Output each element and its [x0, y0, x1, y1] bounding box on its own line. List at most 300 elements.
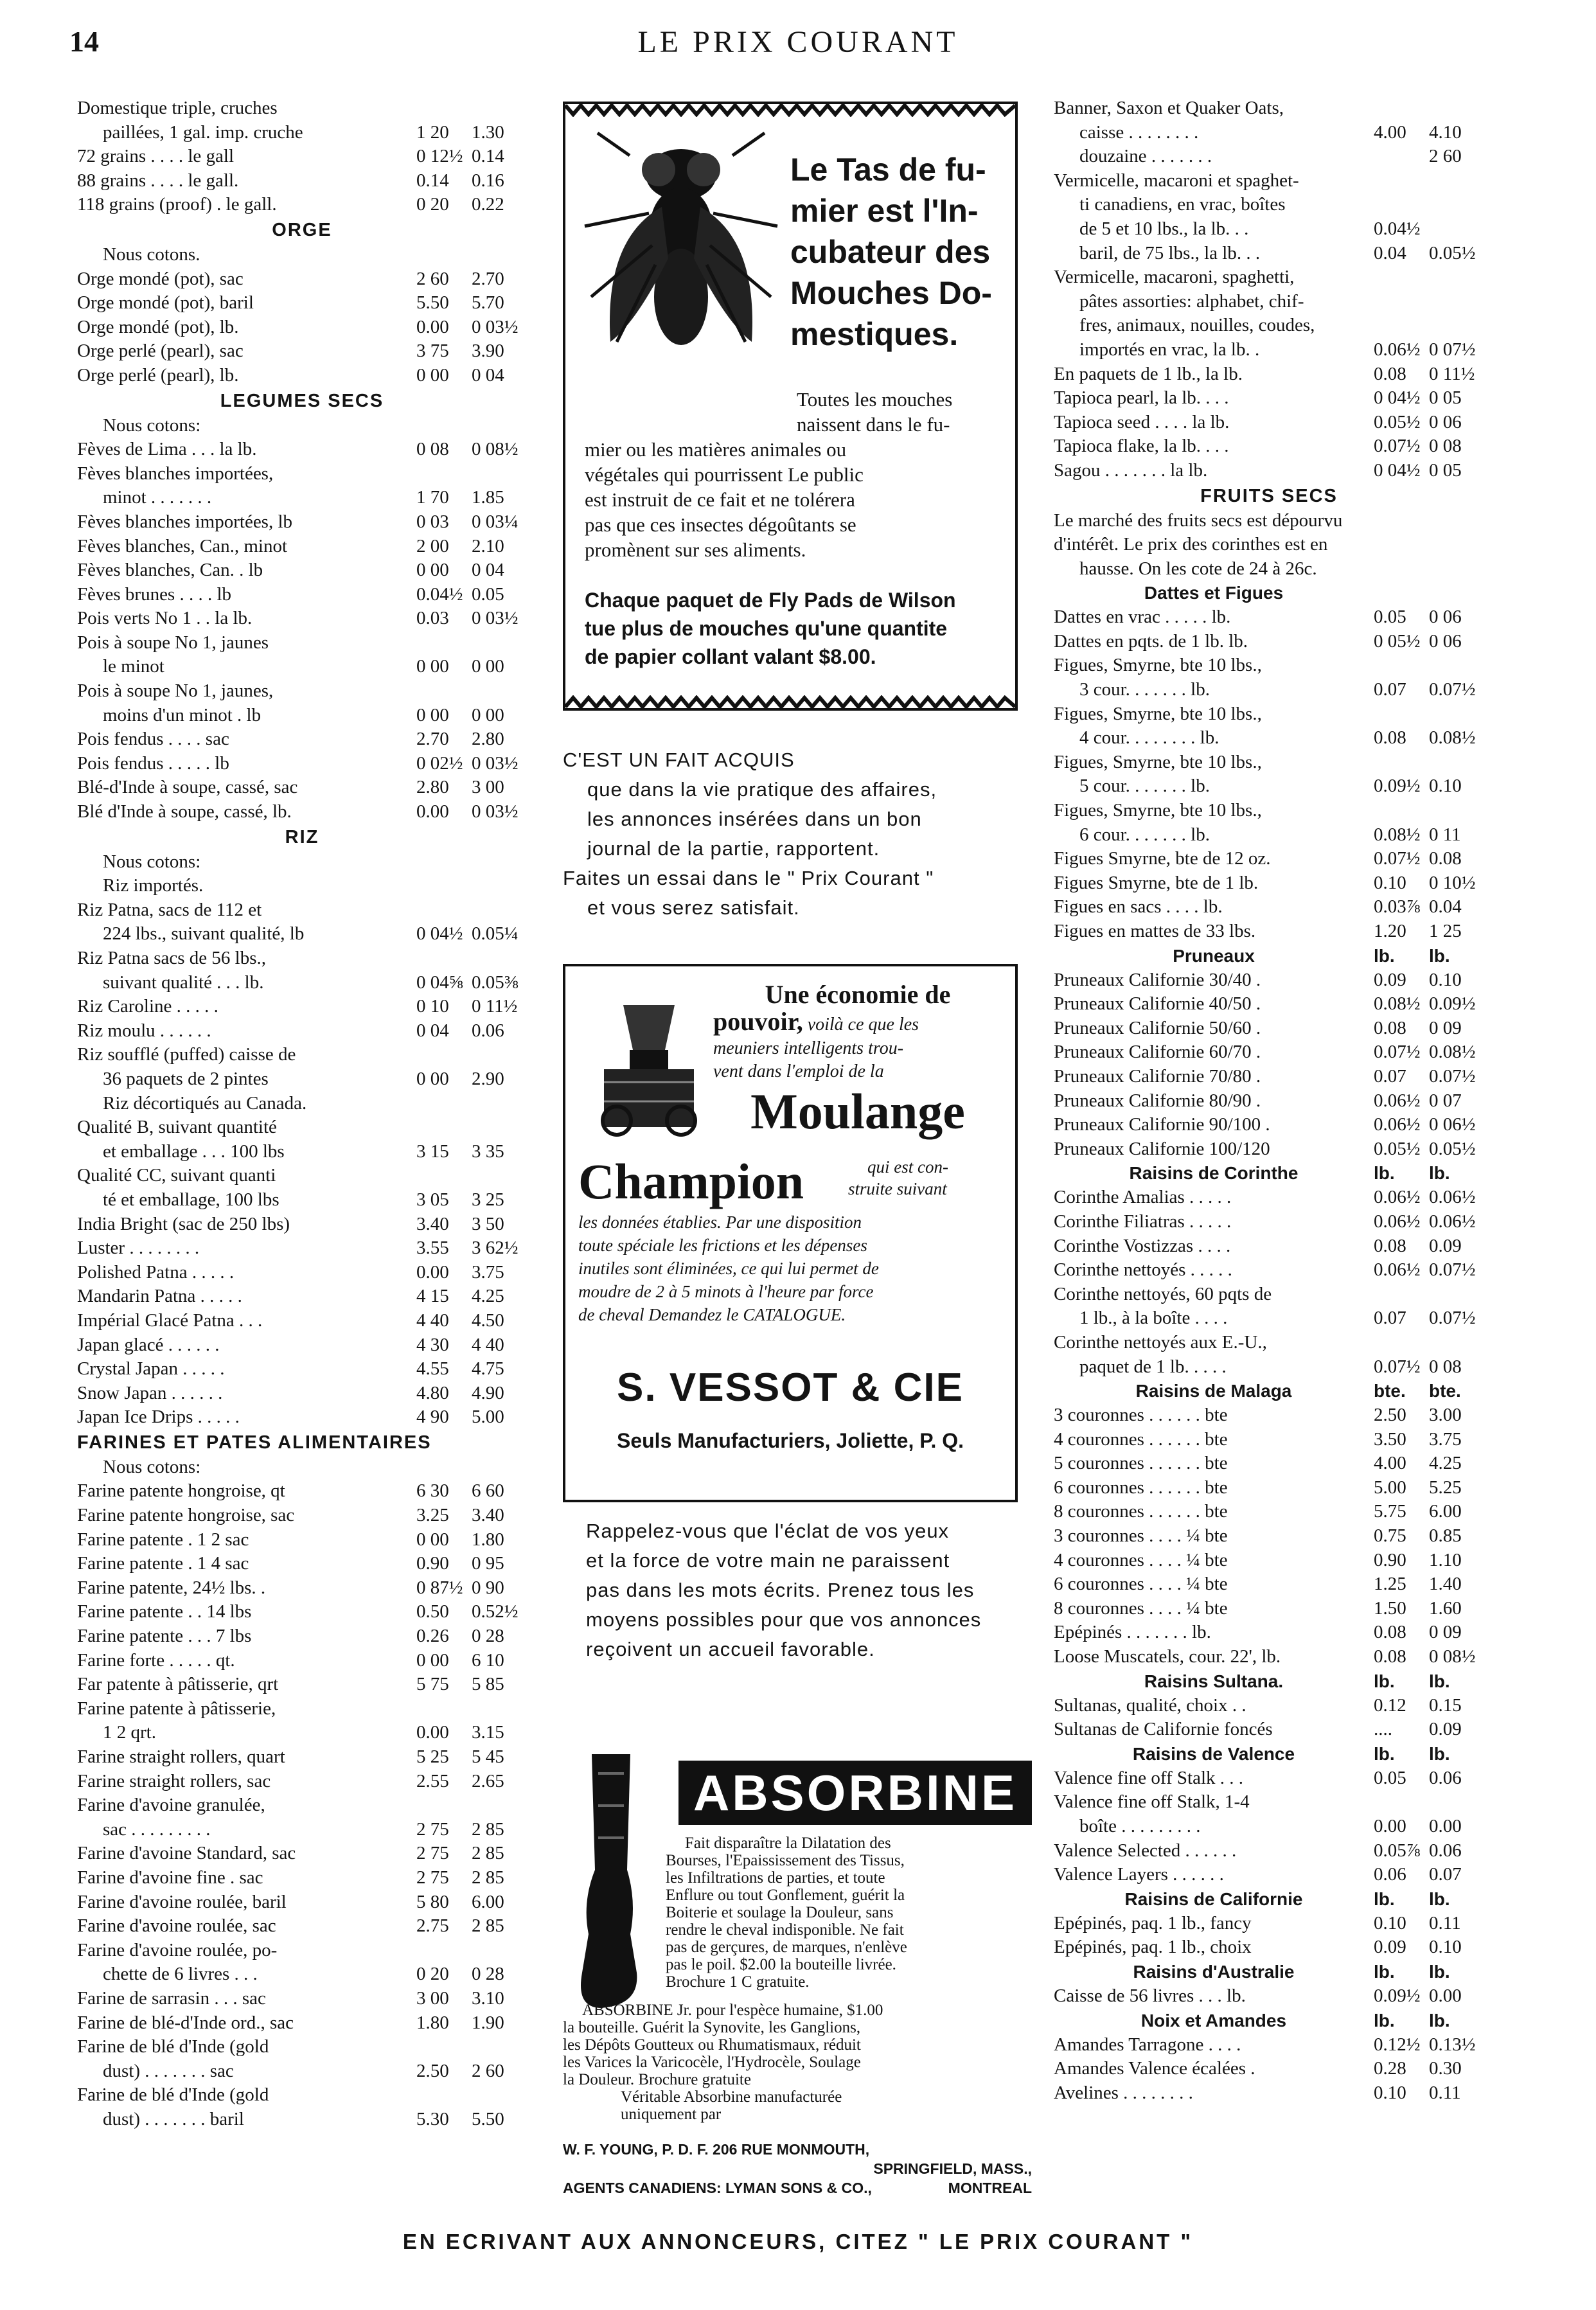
price-min: 0.08½ — [1374, 824, 1421, 845]
price-min: 0.08 — [1374, 1622, 1406, 1643]
price-max: 0.05¼ — [472, 923, 519, 945]
price-min: 0.05 — [1374, 607, 1406, 628]
price-row — [77, 1067, 527, 1092]
price-row — [1054, 1549, 1484, 1573]
price-row — [1054, 1572, 1484, 1597]
price-row — [1054, 1790, 1484, 1815]
price-min: 0.10 — [1374, 2082, 1406, 2103]
price-row — [1054, 1524, 1484, 1549]
price-min: 0.00 — [416, 1261, 449, 1283]
item-label: 4 couronnes . . . . . . bte — [1054, 1428, 1228, 1450]
price-min: 0.06½ — [1374, 1114, 1421, 1135]
price-max: 1.60 — [1429, 1597, 1462, 1619]
price-row — [77, 1188, 527, 1213]
item-label: Blé-d'Inde à soupe, cassé, sac — [77, 777, 298, 798]
item-label: paquet de 1 lb. . . . . — [1079, 1356, 1227, 1377]
price-min: 0 03 — [416, 511, 449, 532]
price-max: 0 05 — [1429, 459, 1462, 481]
note-text: Nous cotons. — [103, 244, 200, 265]
price-max: 0 11 — [1429, 824, 1461, 845]
item-label: Tapioca flake, la lb. . . . — [1054, 436, 1229, 457]
price-max: 0.52½ — [472, 1601, 519, 1622]
price-max: 1.90 — [472, 2012, 504, 2033]
mill-machine-icon — [585, 992, 713, 1140]
item-label: Farine d'avoine roulée, baril — [77, 1891, 287, 1912]
price-min: 0 00 — [416, 656, 449, 677]
headline-line: Mouches Do- — [790, 275, 992, 311]
price-max: 0 03½ — [472, 316, 519, 337]
price-min: 0.07½ — [1374, 848, 1421, 869]
price-max: 1.30 — [472, 121, 504, 143]
item-label: 6 couronnes . . . . . . bte — [1054, 1477, 1228, 1498]
price-row — [1054, 338, 1484, 362]
price-min: 0 02½ — [416, 752, 463, 774]
price-row — [77, 1164, 527, 1188]
item-label: Corinthe nettoyés . . . . . — [1054, 1259, 1232, 1281]
price-row — [1054, 1621, 1484, 1645]
price-max: 2 85 — [472, 1818, 504, 1840]
unit-max: lb. — [1429, 1961, 1450, 1982]
price-row — [1054, 726, 1484, 751]
item-label: Fèves blanches importées, — [77, 463, 274, 484]
price-row — [1054, 1210, 1484, 1234]
price-max: 0.05⅜ — [472, 972, 519, 993]
price-min: 0.03⅞ — [1374, 896, 1421, 918]
price-row — [77, 1673, 527, 1697]
price-min: 0.08 — [1374, 1646, 1406, 1667]
price-row — [77, 1842, 527, 1866]
price-row — [77, 607, 527, 631]
price-max: 0.00 — [1429, 1985, 1462, 2006]
price-min: 0.08 — [1374, 1017, 1406, 1038]
price-row — [77, 1793, 527, 1818]
item-label: Corinthe nettoyés aux E.-U., — [1054, 1331, 1267, 1353]
price-max: 0.11 — [1429, 2082, 1461, 2103]
price-max: 2 85 — [472, 1915, 504, 1937]
item-label: Japan Ice Drips . . . . . — [77, 1407, 240, 1428]
price-row — [77, 2108, 527, 2132]
mill-ad-italic: meuniers intelligents trou- — [713, 1038, 904, 1058]
price-min: 0 10 — [416, 996, 449, 1017]
item-label: Riz moulu . . . . . . — [77, 1020, 211, 1041]
item-label: Figues Smyrne, bte de 12 oz. — [1054, 848, 1271, 869]
mill-ad-desc: de cheval Demandez le CATALOGUE. — [578, 1305, 846, 1324]
item-label: Blé d'Inde à soupe, cassé, lb. — [77, 801, 292, 822]
price-row — [77, 1284, 527, 1309]
item-label: Riz Caroline . . . . . — [77, 996, 218, 1017]
price-max: 0.14 — [472, 146, 504, 167]
price-row — [1054, 1476, 1484, 1500]
item-label: 6 couronnes . . . . ¼ bte — [1054, 1574, 1228, 1595]
item-label: importés en vrac, la lb. . — [1079, 339, 1260, 360]
price-max: 0 10½ — [1429, 872, 1476, 893]
price-row — [1054, 653, 1484, 678]
price-min: 3 00 — [416, 1987, 449, 2009]
price-row — [77, 169, 527, 193]
subsection-title: Raisins Sultana. — [1144, 1671, 1284, 1691]
body-line: pas que ces insectes dégoûtants se — [585, 513, 856, 536]
price-min: 0.00 — [416, 801, 449, 822]
price-min: 0.10 — [1374, 1912, 1406, 1933]
item-label: dust) . . . . . . . baril — [103, 2108, 244, 2129]
price-row — [77, 704, 527, 728]
item-label: Pois verts No 1 . . la lb. — [77, 608, 253, 629]
absorbine-jr-text: les Varices la Varicocèle, l'Hydrocèle, Soulage — [563, 2054, 861, 2071]
price-max: 6.00 — [1429, 1501, 1462, 1522]
price-min: 0.04½ — [416, 583, 463, 605]
section-note — [77, 1455, 527, 1480]
subsection-heading — [1054, 1887, 1484, 1912]
right-price-column — [1054, 96, 1484, 2105]
item-label: baril, de 75 lbs., la lb. . . — [1079, 242, 1261, 263]
price-max: 0.06 — [1429, 1767, 1462, 1788]
price-min: 0.05 — [1374, 1767, 1406, 1788]
body-line: mier ou les matières animales ou — [585, 438, 847, 461]
price-max: 0 03½ — [472, 752, 519, 774]
price-min: 0.12½ — [1374, 2034, 1421, 2055]
price-min: 5 25 — [416, 1746, 449, 1767]
price-max: 0 07 — [1429, 1090, 1462, 1111]
item-label: Corinthe Amalias . . . . . — [1054, 1187, 1232, 1208]
price-row — [77, 1697, 527, 1721]
body-line: végétales qui pourrissent Le public — [585, 463, 864, 486]
price-row — [77, 462, 527, 486]
price-max: 3 35 — [472, 1141, 504, 1162]
price-min: 0.06½ — [1374, 1259, 1421, 1281]
price-row — [1054, 121, 1484, 145]
section-heading: RIZ — [285, 826, 319, 848]
absorbine-jr-text: les Dépôts Goutteux ou Rhumatismaux, réduit — [563, 2036, 861, 2054]
price-max: 0.07½ — [1429, 1308, 1476, 1329]
subsection-title: Raisins de Corinthe — [1129, 1163, 1299, 1184]
price-row — [1054, 1500, 1484, 1524]
item-label: té et emballage, 100 lbs — [103, 1189, 279, 1210]
price-min: 0.14 — [416, 170, 449, 191]
price-max: 0.15 — [1429, 1694, 1462, 1716]
headline-line: cubateur des — [790, 234, 991, 270]
item-label: Loose Muscatels, cour. 22', lb. — [1054, 1646, 1281, 1667]
item-label: Banner, Saxon et Quaker Oats, — [1054, 98, 1284, 118]
price-max: 3 62½ — [472, 1238, 519, 1259]
price-row — [77, 1504, 527, 1528]
item-label: Sultanas de Californie foncés — [1054, 1719, 1273, 1740]
item-label: Fèves blanches, Can., minot — [77, 535, 288, 556]
item-label: Corinthe nettoyés, 60 pqts de — [1054, 1283, 1272, 1304]
item-label: Corinthe Filiatras . . . . . — [1054, 1211, 1232, 1232]
price-row — [77, 1600, 527, 1624]
price-row — [77, 1890, 527, 1915]
item-label: Tapioca seed . . . . la lb. — [1054, 411, 1230, 432]
item-label: ti canadiens, en vrac, boîtes — [1079, 194, 1286, 215]
price-row — [1054, 1258, 1484, 1283]
mill-company-sub: Seuls Manufacturiers, Joliette, P. Q. — [616, 1429, 964, 1452]
claim-line: tue plus de mouches qu'une quantite — [585, 617, 948, 640]
item-label: Riz Patna sacs de 56 lbs., — [77, 948, 266, 968]
price-row — [77, 1357, 527, 1382]
price-min: 0.90 — [416, 1553, 449, 1574]
claim-line: de papier collant valant $8.00. — [585, 645, 876, 668]
price-row — [1054, 1089, 1484, 1114]
item-label: Impérial Glacé Patna . . . — [77, 1310, 263, 1331]
mill-ad-line1: Une économie de — [765, 980, 951, 1009]
item-label: Figues en mattes de 33 lbs. — [1054, 921, 1256, 941]
price-min: 3.50 — [1374, 1428, 1406, 1450]
price-row — [1054, 1283, 1484, 1307]
price-row — [77, 193, 527, 217]
price-max: 3.75 — [472, 1261, 504, 1283]
price-min: 0.05⅞ — [1374, 1840, 1421, 1861]
absorbine-maker-text: Véritable Absorbine manufacturée — [621, 2088, 842, 2106]
absorbine-address: W. F. YOUNG, P. D. F. 206 RUE MONMOUTH, — [563, 2141, 870, 2158]
price-min: 0.09 — [1374, 969, 1406, 990]
price-min: 0 04 — [416, 1020, 449, 1041]
price-row — [1054, 557, 1484, 582]
rappel-line: pas dans les mots écrits. Prenez tous les — [586, 1579, 975, 1601]
item-label: d'intérêt. Le prix des corinthes est en — [1054, 534, 1328, 555]
price-max: 0 08 — [1429, 1356, 1462, 1377]
item-label: 6 cour. . . . . . . lb. — [1079, 824, 1210, 845]
price-min: 0 04½ — [1374, 387, 1421, 409]
price-max: 5.70 — [472, 292, 504, 314]
price-row — [77, 121, 527, 145]
item-label: 5 cour. . . . . . . lb. — [1079, 776, 1210, 797]
price-min: 0.09½ — [1374, 776, 1421, 797]
item-label: Orge mondé (pot), sac — [77, 268, 244, 289]
section-note — [77, 1092, 527, 1116]
price-min: 2 75 — [416, 1867, 449, 1888]
price-max: 0.08½ — [1429, 1042, 1476, 1063]
note-text: Nous cotons: — [103, 851, 201, 872]
price-min: 0.12 — [1374, 1694, 1406, 1716]
price-max: 0.09 — [1429, 1719, 1462, 1740]
price-row — [1054, 823, 1484, 848]
price-min: 0.08 — [1374, 363, 1406, 384]
subsection-heading — [1054, 1379, 1484, 1403]
price-min: 4.80 — [416, 1382, 449, 1403]
item-label: Vermicelle, macaroni, spaghetti, — [1054, 267, 1295, 288]
subsection-heading — [1054, 581, 1484, 605]
price-max: 0.07½ — [1429, 1065, 1476, 1087]
item-label: Valence fine off Stalk . . . — [1054, 1767, 1244, 1788]
item-label: Dattes en vrac . . . . . lb. — [1054, 607, 1231, 628]
price-row — [77, 995, 527, 1019]
price-min: 2.80 — [416, 777, 449, 798]
price-min: 0.06 — [1374, 1864, 1406, 1885]
item-label: Pruneaux Californie 90/100 . — [1054, 1114, 1270, 1135]
price-max: 2 60 — [472, 2060, 504, 2081]
price-max: 0.16 — [472, 170, 504, 191]
section-note — [77, 874, 527, 898]
absorbine-address: SPRINGFIELD, MASS., — [873, 2160, 1032, 2177]
price-row — [1054, 290, 1484, 314]
price-max: 0 95 — [472, 1553, 504, 1574]
price-max: 0 03¼ — [472, 511, 519, 532]
price-max: 3.00 — [1429, 1405, 1462, 1426]
price-min: 4 40 — [416, 1310, 449, 1331]
item-label: Pruneaux Californie 100/120 — [1054, 1138, 1270, 1159]
price-max: 0.10 — [1429, 969, 1462, 990]
price-row — [77, 800, 527, 824]
price-min: 2.55 — [416, 1770, 449, 1791]
price-row — [1054, 992, 1484, 1017]
price-row — [77, 438, 527, 462]
price-min: 0.07 — [1374, 679, 1406, 700]
price-row — [77, 1987, 527, 2011]
price-row — [77, 1818, 527, 1842]
item-label: sac . . . . . . . . . — [103, 1818, 211, 1840]
item-label: Valence Layers . . . . . . — [1054, 1864, 1224, 1885]
item-label: Figues, Smyrne, bte 10 lbs., — [1054, 655, 1262, 676]
mill-brand-champion: Champion — [578, 1153, 804, 1209]
item-label: Epépinés . . . . . . . lb. — [1054, 1622, 1211, 1643]
absorbine-text: pas le poil. $2.00 la bouteille livrée. — [666, 1956, 896, 1973]
price-min: 0.06½ — [1374, 1211, 1421, 1232]
page-footer: EN ECRIVANT AUX ANNONCEURS, CITEZ " LE PRIX COURANT " — [402, 2230, 1194, 2253]
price-max: 0.06½ — [1429, 1211, 1476, 1232]
price-min: 3.40 — [416, 1213, 449, 1234]
price-min: 5.50 — [416, 292, 449, 314]
body-line: promènent sur ses aliments. — [585, 538, 806, 561]
price-row — [1054, 1645, 1484, 1669]
price-max: 4.25 — [1429, 1453, 1462, 1474]
price-row — [77, 922, 527, 946]
unit-min: lb. — [1374, 1888, 1395, 1909]
price-max: 0.06½ — [1429, 1187, 1476, 1208]
unit-min: lb. — [1374, 2010, 1395, 2030]
price-min: 5.00 — [1374, 1477, 1406, 1498]
price-max: 0.09½ — [1429, 993, 1476, 1015]
notice-line: journal de la partie, rapportent. — [587, 837, 880, 860]
price-row — [1054, 2057, 1484, 2081]
item-label: Tapioca pearl, la lb. . . . — [1054, 387, 1229, 409]
price-row — [77, 1043, 527, 1067]
mill-brand-moulange: Moulange — [750, 1083, 965, 1139]
price-row — [77, 486, 527, 510]
price-min: 0.07½ — [1374, 436, 1421, 457]
price-row — [1054, 145, 1484, 169]
absorbine-agents-city: MONTREAL — [948, 2180, 1032, 2196]
item-label: et emballage . . . 100 lbs — [103, 1141, 285, 1162]
item-label: 3 cour. . . . . . . lb. — [1079, 679, 1210, 700]
item-label: En paquets de 1 lb., la lb. — [1054, 363, 1243, 384]
price-row — [77, 946, 527, 971]
price-row — [77, 1405, 527, 1430]
price-min: 0 04⅝ — [416, 972, 463, 993]
price-row — [77, 971, 527, 995]
price-min: 2.70 — [416, 729, 449, 750]
price-row — [1054, 1694, 1484, 1718]
item-label: Riz Patna, sacs de 112 et — [77, 899, 262, 920]
price-min: 0 12½ — [416, 146, 463, 167]
price-min: 0.00 — [1374, 1816, 1406, 1836]
price-row — [77, 898, 527, 923]
price-max: 3 50 — [472, 1213, 504, 1234]
item-label: Pruneaux Californie 70/80 . — [1054, 1065, 1261, 1087]
price-row — [1054, 1355, 1484, 1380]
price-row — [1054, 847, 1484, 871]
page-number: 14 — [69, 25, 99, 58]
price-max: 6.00 — [472, 1891, 504, 1912]
zigzag-border-bottom — [565, 695, 1015, 709]
absorbine-text: Brochure 1 C gratuite. — [666, 1973, 810, 1991]
item-label: Pois à soupe No 1, jaunes, — [77, 680, 274, 702]
section-note — [77, 243, 527, 267]
price-min: 4.00 — [1374, 121, 1406, 143]
unit-min: bte. — [1374, 1381, 1406, 1401]
price-min: 0.03 — [416, 608, 449, 629]
absorbine-brand: ABSORBINE — [678, 1761, 1032, 1825]
price-max: 2.80 — [472, 729, 504, 750]
price-min: 2 75 — [416, 1843, 449, 1864]
price-min: 1.25 — [1374, 1574, 1406, 1595]
price-max: 0 28 — [472, 1626, 504, 1647]
price-row — [1054, 1766, 1484, 1791]
item-label: Epépinés, paq. 1 lb., fancy — [1054, 1912, 1252, 1933]
price-min: 0.04½ — [1374, 218, 1421, 239]
item-label: Orge mondé (pot), lb. — [77, 316, 239, 337]
price-max: 2 85 — [472, 1867, 504, 1888]
price-min: 0.05½ — [1374, 411, 1421, 432]
absorbine-text: Bourses, l'Epaississement des Tissus, — [666, 1852, 905, 1869]
price-row — [77, 364, 527, 388]
price-row — [77, 1236, 527, 1261]
unit-max: lb. — [1429, 945, 1450, 966]
price-max: 0.10 — [1429, 776, 1462, 797]
notice-line: les annonces insérées dans un bon — [587, 808, 922, 830]
item-label: Fèves blanches, Can. . lb — [77, 560, 263, 581]
price-max: 2 60 — [1429, 146, 1462, 167]
price-min: 5.75 — [1374, 1501, 1406, 1522]
item-label: Farine d'avoine roulée, po- — [77, 1939, 278, 1960]
price-row — [77, 2011, 527, 2036]
price-min: 0.00 — [416, 1722, 449, 1743]
price-row — [77, 96, 527, 121]
price-min: 4 90 — [416, 1407, 449, 1428]
item-label: Farine d'avoine granulée, — [77, 1795, 265, 1816]
subsection-heading — [1054, 1960, 1484, 1984]
item-label: Farine de blé d'Inde (gold — [77, 2036, 269, 2057]
section-heading: ORGE — [272, 219, 332, 240]
notice-line: que dans la vie pratique des affaires, — [587, 778, 937, 801]
price-max: 0.10 — [1429, 1937, 1462, 1958]
price-max: 0.05 — [472, 583, 504, 605]
item-label: Luster . . . . . . . . — [77, 1238, 200, 1259]
price-min: 0 87½ — [416, 1577, 463, 1598]
section-heading: FRUITS SECS — [1200, 485, 1338, 506]
price-min: 3 75 — [416, 341, 449, 362]
price-row — [77, 2083, 527, 2108]
price-row — [1054, 751, 1484, 775]
fly-pads-ad — [563, 102, 1018, 711]
unit-max: lb. — [1429, 2010, 1450, 2030]
price-min: 0.08 — [1374, 727, 1406, 749]
price-min: 3.25 — [416, 1505, 449, 1526]
item-label: 224 lbs., suivant qualité, lb — [103, 923, 305, 945]
mill-ad-italic: vent dans l'emploi de la — [713, 1062, 884, 1081]
price-row — [1054, 1863, 1484, 1887]
item-label: 3 couronnes . . . . . . bte — [1054, 1405, 1228, 1426]
price-min: 4.55 — [416, 1358, 449, 1380]
price-min: 0.90 — [1374, 1549, 1406, 1570]
item-label: Pois à soupe No 1, jaunes — [77, 632, 269, 653]
price-min: 0.07½ — [1374, 1042, 1421, 1063]
price-row — [1054, 968, 1484, 993]
absorbine-jr-text: la Douleur. Brochure gratuite — [563, 2071, 751, 2088]
price-max: 0.05½ — [1429, 242, 1476, 263]
item-label: Far patente à pâtisserie, qrt — [77, 1674, 279, 1695]
price-row — [1054, 217, 1484, 242]
price-row — [77, 558, 527, 583]
